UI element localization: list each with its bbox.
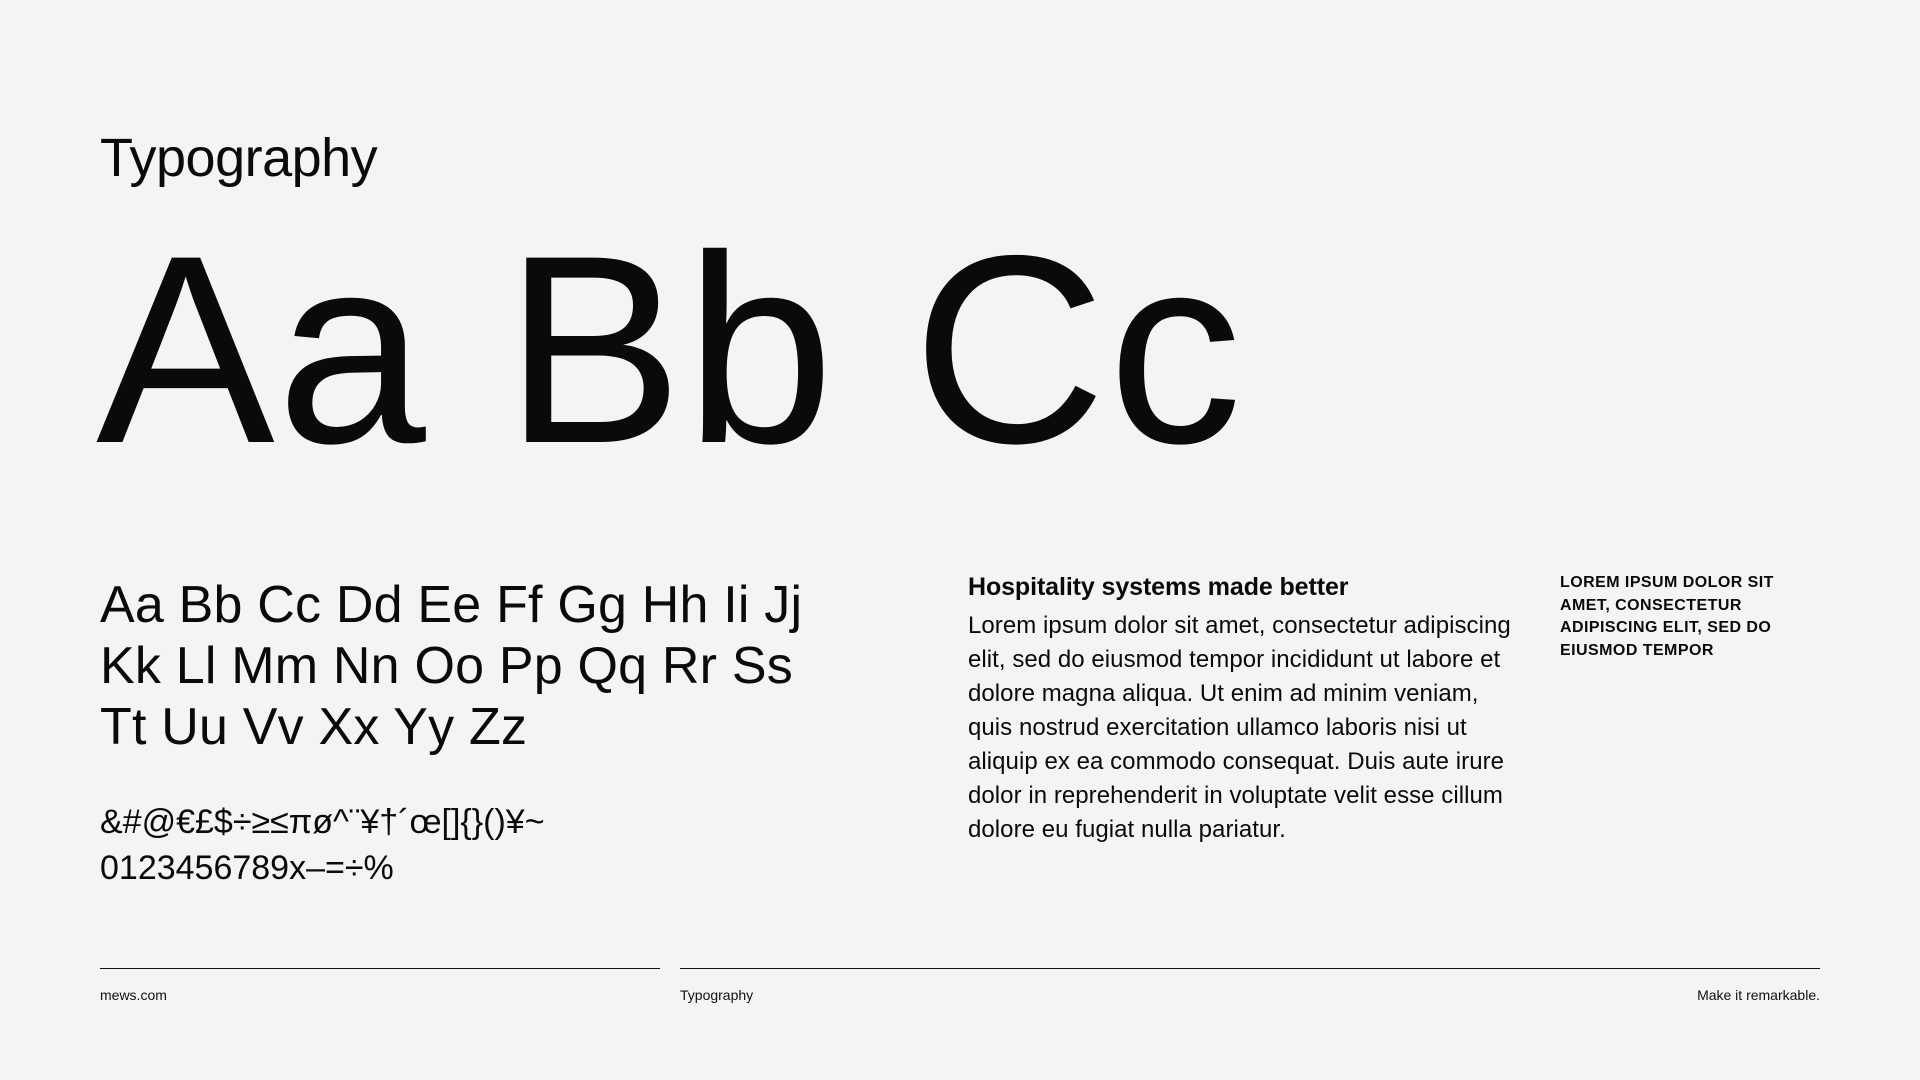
glyph-sample-block: [100, 800, 800, 890]
symbols-line: &#@€£$÷≥≤πø^¨¥†´œ[]{}()¥~: [100, 803, 545, 841]
numerals-line: 0123456789x–=÷%: [100, 849, 394, 888]
large-letter-specimen: Aa Bb Cc: [96, 199, 1245, 499]
footer-rule-right: [680, 968, 1820, 969]
page-title: Typography: [100, 128, 378, 189]
small-caps-column: LOREM IPSUM DOLOR SIT AMET, CONSECTETUR ADIPISCING ELIT, SED DO EIUSMOD TEMPOR: [1560, 574, 1774, 660]
body-copy-paragraph: Lorem ipsum dolor sit amet, consectetur adipiscing elit, sed do eiusmod tempor incididunt ut labore et dolore magna aliqua. Ut enim ad minim veniam, quis nostrud exercitation ullamco laboris nisi ut aliquip ex ea commodo consequat. Duis aute irure dolor in reprehenderit in voluptate velit esse cillum dolore eu fugiat nulla pariatur.: [968, 612, 1511, 844]
footer-section-label: Typography: [680, 987, 754, 1003]
footer-website: mews.com: [100, 987, 167, 1003]
body-copy-column: [968, 572, 1520, 848]
footer-tagline: Make it remarkable.: [1697, 987, 1820, 1003]
body-copy-heading: Hospitality systems made better: [968, 573, 1349, 601]
alphabet-sample: Aa Bb Cc Dd Ee Ff Gg Hh Ii Jj Kk Ll Mm Nn Oo Pp Qq Rr Ss Tt Uu Vv Xx Yy Zz: [100, 576, 803, 756]
footer-rule-left: [100, 968, 660, 969]
